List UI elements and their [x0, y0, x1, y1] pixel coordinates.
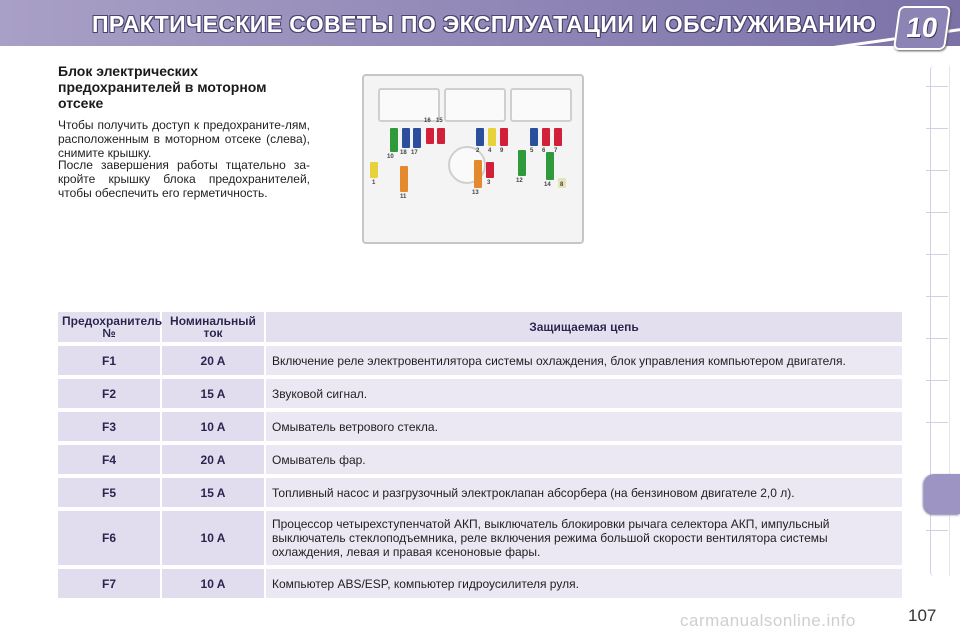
header-rated-current: Номинальный ток: [162, 312, 264, 342]
rated-current-cell: 10 A: [162, 569, 264, 598]
fuse-label: 8: [560, 182, 564, 188]
fuse-label: 7: [554, 148, 558, 154]
fuse-label: 10: [387, 154, 394, 160]
index-tick: [926, 212, 948, 213]
circuit-cell: Омыватель фар.: [266, 445, 902, 474]
fuse-9: [500, 128, 508, 146]
watermark: carmanualsonline.info: [680, 611, 856, 630]
rated-current-cell: 15 A: [162, 379, 264, 408]
fuse-label: 17: [411, 150, 418, 156]
table-header-row: [58, 312, 902, 342]
fuse-17: [413, 128, 421, 148]
chapter-badge: [893, 6, 951, 50]
fuse-label: 14: [544, 182, 551, 188]
fuse-label: 18: [400, 150, 407, 156]
fuse-4: [488, 128, 496, 146]
fuse-label: 3: [487, 180, 491, 186]
page-number: 107: [908, 606, 937, 625]
chapter-10-tab[interactable]: [924, 474, 960, 514]
rated-current-cell: 20 A: [162, 346, 264, 375]
circuit-cell: Компьютер ABS/ESP, компьютер гидроусилителя руля.: [266, 569, 902, 598]
chapter-number: 10: [904, 12, 940, 43]
circuit-cell: Звуковой сигнал.: [266, 379, 902, 408]
header-protected-circuit: Защищаемая цепь: [266, 312, 902, 342]
page-header: [0, 0, 960, 46]
fuse-number-cell: F4: [58, 445, 160, 474]
index-tick: [926, 380, 948, 381]
fuse-label: 5: [530, 148, 534, 154]
fuse-16: [426, 128, 434, 144]
fuse-label: 1: [372, 180, 376, 186]
circuit-cell: Включение реле электровентилятора системы охлаждения, блок управления компьютером двигателя.: [266, 346, 902, 375]
index-tick: [926, 128, 948, 129]
fuse-label: 15: [436, 118, 443, 124]
fuse-label: 12: [516, 178, 523, 184]
relay-block: [378, 88, 440, 122]
rated-current-cell: 20 A: [162, 445, 264, 474]
fuse-label: 11: [400, 194, 407, 200]
index-tick: [926, 530, 948, 531]
fuse-10: [390, 128, 398, 152]
index-tick: [926, 338, 948, 339]
relay-block: [510, 88, 572, 122]
fuse-15: [437, 128, 445, 144]
table-row: [58, 379, 902, 408]
fuse-13: [474, 160, 482, 188]
fuse-2: [476, 128, 484, 146]
fuse-11: [400, 166, 408, 192]
fuse-box-diagram: [356, 62, 586, 250]
fuse-6: [542, 128, 550, 146]
fuse-label: 13: [472, 190, 479, 196]
fuse-table: [56, 308, 904, 602]
table-row: [58, 511, 902, 565]
index-tick: [926, 254, 948, 255]
fuse-label: 2: [476, 148, 480, 154]
fuse-number-cell: F3: [58, 412, 160, 441]
table-row: [58, 569, 902, 598]
rated-current-cell: 10 A: [162, 511, 264, 565]
rated-current-cell: 10 A: [162, 412, 264, 441]
fuse-label: 6: [542, 148, 546, 154]
table-row: [58, 445, 902, 474]
table-row: [58, 346, 902, 375]
table-row: [58, 412, 902, 441]
rated-current-cell: 15 A: [162, 478, 264, 507]
fuse-number-cell: F1: [58, 346, 160, 375]
fuse-18: [402, 128, 410, 148]
fuse-label: 9: [500, 148, 504, 154]
fuse-3: [486, 162, 494, 178]
fuse-number-cell: F2: [58, 379, 160, 408]
header-title: ПРАКТИЧЕСКИЕ СОВЕТЫ ПО ЭКСПЛУАТАЦИИ И ОБСЛУЖИВАНИЮ: [92, 11, 877, 37]
fuse-number-cell: F6: [58, 511, 160, 565]
fuse-label: 4: [488, 148, 492, 154]
fuse-number-cell: F5: [58, 478, 160, 507]
index-tick: [926, 86, 948, 87]
section-title: Блок электрических предохранителей в моторном отсеке: [58, 63, 267, 111]
relay-block: [444, 88, 506, 122]
index-tick: [926, 422, 948, 423]
fuse-7: [554, 128, 562, 146]
fuse-14: [546, 152, 554, 180]
paragraph-access: Чтобы получить доступ к предохраните-лям, расположенным в моторном отсеке (слева), снимите крышку.: [58, 118, 310, 160]
index-tick: [926, 296, 948, 297]
fuse-1: [370, 162, 378, 178]
index-tick: [926, 170, 948, 171]
table-row: [58, 478, 902, 507]
fuse-number-cell: F7: [58, 569, 160, 598]
fuse-label: 16: [424, 118, 431, 124]
circuit-cell: Процессор четырехступенчатой АКП, выключатель блокировки рычага селектора АКП, импульсный выключатель стеклоподъемника, реле включения режима большой скорости вентилятора системы охлаждения, левая и правая ксеноновые фары.: [266, 511, 902, 565]
fuse-5: [530, 128, 538, 146]
header-fuse-number: Предохранитель №: [58, 312, 160, 342]
circuit-cell: Омыватель ветрового стекла.: [266, 412, 902, 441]
paragraph-closing: После завершения работы тщательно за-кройте крышку блока предохранителей, чтобы обеспечить его герметичность.: [58, 158, 310, 200]
fuse-12: [518, 150, 526, 176]
circuit-cell: Топливный насос и разгрузочный электроклапан абсорбера (на бензиновом двигателе 2,0 л).: [266, 478, 902, 507]
